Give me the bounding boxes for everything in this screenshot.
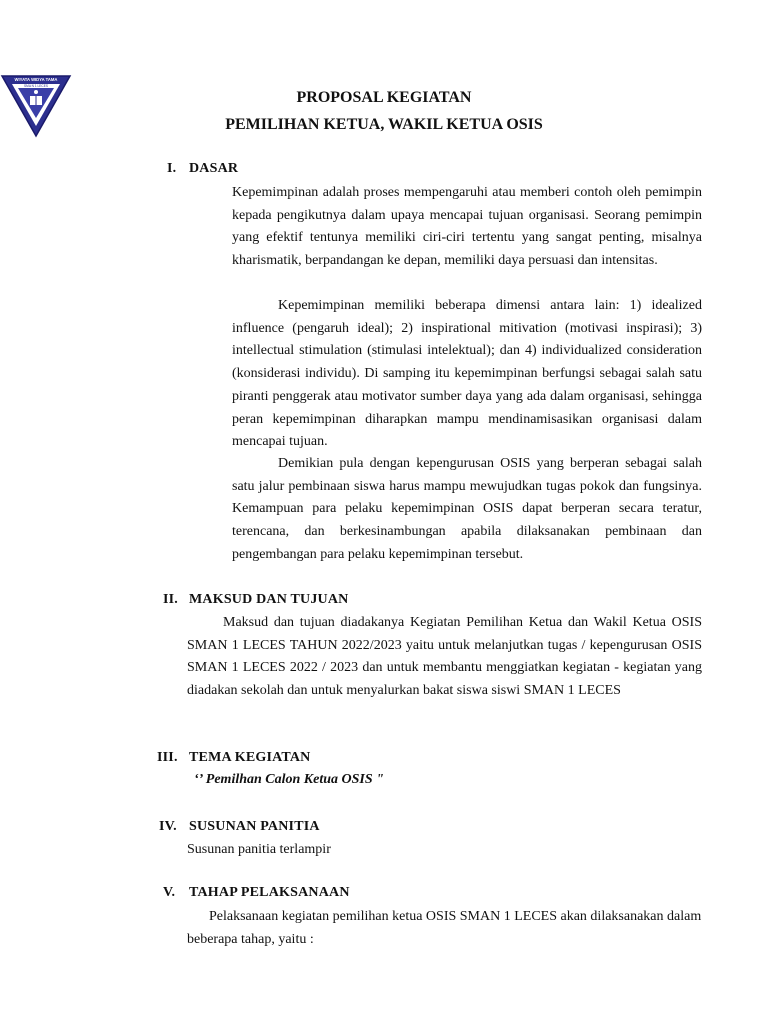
section-number: V. xyxy=(163,885,176,900)
logo-ring-text: WIYATA WIDYA TAMA xyxy=(14,77,58,82)
section-number: III. xyxy=(157,750,178,765)
section-title: SUSUNAN PANITIA xyxy=(189,819,320,834)
maksud-paragraph: Maksud dan tujuan diadakanya Kegiatan Pemilihan Ketua dan Wakil Ketua OSIS SMAN 1 LECES TAHUN 2022/2023 yaitu untuk melanjutkan tugas / kepengurusan OSIS SMAN 1 LECES 2022 / 2023 dan untuk membantu menggiatkan kegiatan - kegiatan yang diadakan sekolah dan untuk menyalurkan bakat siswa siswi SMAN 1 LECES xyxy=(187,615,702,699)
section-number: I. xyxy=(167,161,177,176)
section-heading-tema xyxy=(157,750,310,766)
theme-text: ‘’ Pemilhan Calon Ketua OSIS " xyxy=(194,772,384,787)
section-heading-tahap xyxy=(163,885,350,901)
tahap-paragraph: Pelaksanaan kegiatan pemilihan ketua OSIS SMAN 1 LECES akan dilaksanakan dalam beberapa tahap, yaitu : xyxy=(187,909,702,947)
section-heading-dasar xyxy=(167,161,238,177)
document-title: PROPOSAL KEGIATAN xyxy=(296,89,472,106)
dasar-paragraph-3: Demikian pula dengan kepengurusan OSIS yang berperan sebagai salah satu jalur pembinaan siswa harus mampu mewujudkan tugas pokok dan fungsinya. Kemampuan para pelaku kepemimpinan OSIS dapat berperan secara teratur, terencana, dan berkesinambungan apabila dilaksanakan pembinaan dan pengembangan para pelaku kepemimpinan tersebut. xyxy=(232,456,702,562)
logo-sub-text: SMA N 1 LECES xyxy=(24,84,48,88)
section-title: TAHAP PELAKSANAAN xyxy=(189,885,350,900)
section-heading-maksud xyxy=(163,592,348,608)
section-number: II. xyxy=(163,592,178,607)
document-subtitle: PEMILIHAN KETUA, WAKIL KETUA OSIS xyxy=(225,116,543,133)
dasar-paragraph-1: Kepemimpinan adalah proses mempengaruhi atau memberi contoh oleh pemimpin kepada pengikutnya dalam upaya mencapai tujuan organisasi. Seorang pemimpin yang efektif tentunya memiliki ciri-ciri tertentu yang sangat penting, misalnya kharismatik, berpandangan ke depan, memiliki daya persuasi dan intensitas. xyxy=(232,185,702,269)
dasar-paragraph-2: Kepemimpinan memiliki beberapa dimensi antara lain: 1) idealized influence (pengaruh ideal); 2) inspirational mitivation (motivasi inspirasi); 3) intellectual stimulation (stimulasi intelektual); dan 4) individualized consideration (konsiderasi individu). Di samping itu kepemimpinan berfungsi sebagai salah satu piranti penggerak atau motivator sumber daya yang ada dalam organisasi, sehingga peran kepemimpinan diharapkan mampu mendinamisasikan organisasi dalam mencapai tujuan. xyxy=(232,298,702,450)
section-title: DASAR xyxy=(189,161,239,176)
susunan-text: Susunan panitia terlampir xyxy=(187,842,331,857)
section-number: IV. xyxy=(159,819,177,834)
section-title: TEMA KEGIATAN xyxy=(189,750,311,765)
section-heading-susunan xyxy=(159,819,320,835)
section-title: MAKSUD DAN TUJUAN xyxy=(189,592,349,607)
